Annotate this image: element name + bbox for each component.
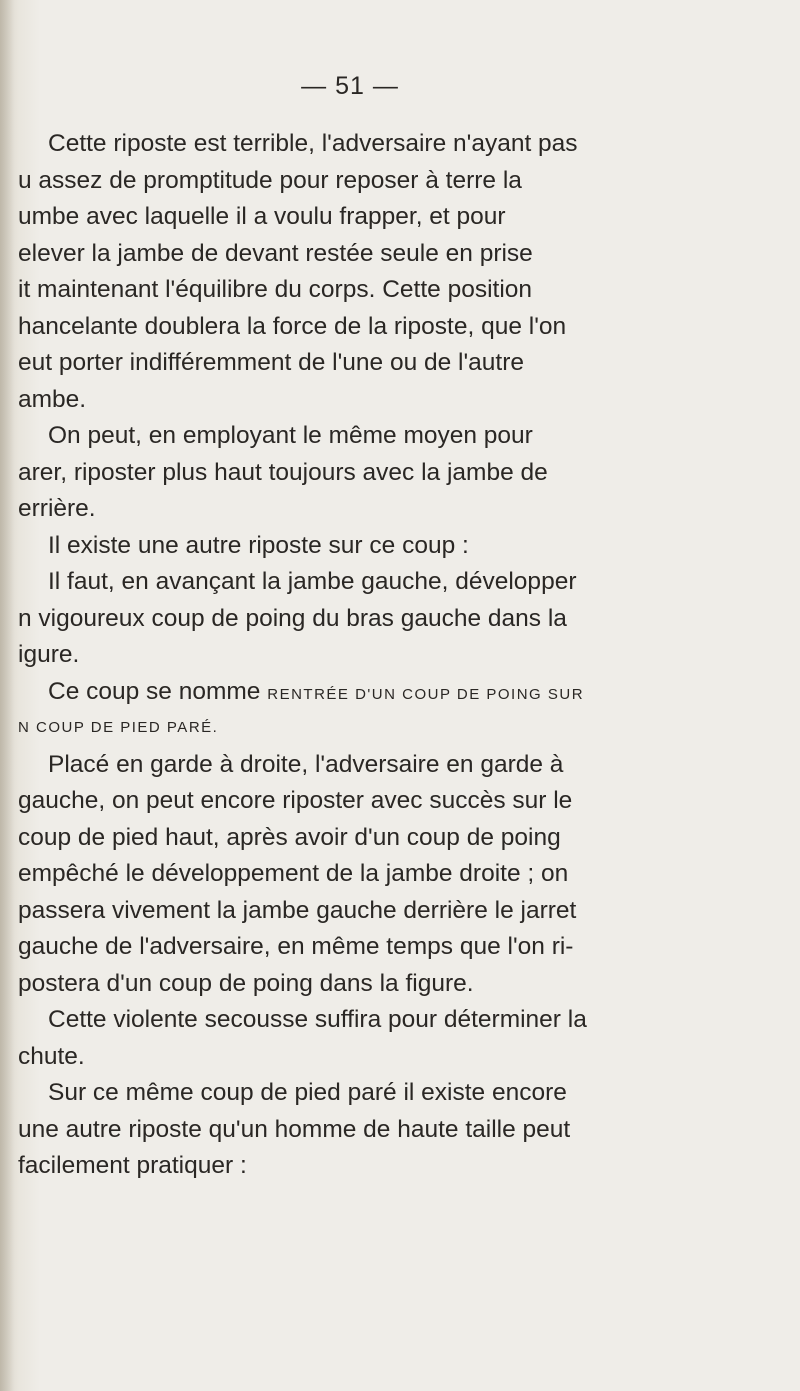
- small-caps-title: RENTRÉE D'UN COUP DE POING SUR: [267, 685, 585, 703]
- text-line: Placé en garde à droite, l'adversaire en garde à: [48, 750, 564, 778]
- binding-shadow: [0, 0, 14, 1391]
- text-run: Ce coup se nomme: [48, 677, 261, 705]
- text-line: hancelante doublera la force de la riposte, que l'on: [18, 312, 567, 340]
- small-caps-title-continued: N COUP DE PIED PARÉ.: [18, 719, 219, 736]
- text-line: facilement pratiquer :: [18, 1152, 247, 1179]
- text-line: errière.: [18, 495, 96, 522]
- text-line: On peut, en employant le même moyen pour: [48, 422, 533, 449]
- page-number: — 51 —: [301, 72, 399, 100]
- text-line: empêché le développement de la jambe droite ; on: [18, 860, 569, 887]
- text-line: eut porter indifféremment de l'une ou de l'autre: [18, 349, 525, 376]
- text-line: umbe avec laquelle il a voulu frapper, et pour: [18, 203, 506, 230]
- text-line: Il existe une autre riposte sur ce coup :: [48, 531, 469, 559]
- text-line: Cette violente secousse suffira pour déterminer la: [48, 1006, 587, 1033]
- text-line: une autre riposte qu'un homme de haute taille peut: [18, 1115, 571, 1143]
- text-line: passera vivement la jambe gauche derrière le jarret: [18, 896, 577, 924]
- body-text: [18, 126, 738, 1185]
- text-line: u assez de promptitude pour reposer à terre la: [18, 166, 522, 194]
- text-line: postera d'un coup de poing dans la figure.: [18, 969, 474, 997]
- text-line: chute.: [18, 1042, 85, 1070]
- text-line: ambe.: [18, 385, 87, 413]
- text-line: Sur ce même coup de pied paré il existe encore: [48, 1079, 567, 1106]
- text-line: gauche, on peut encore riposter avec succès sur le: [18, 787, 573, 814]
- text-line: gauche de l'adversaire, en même temps que l'on ri-: [18, 933, 574, 960]
- text-line: coup de pied haut, après avoir d'un coup de poing: [18, 823, 561, 851]
- text-line: [18, 674, 738, 711]
- text-line: Il faut, en avançant la jambe gauche, développer: [48, 568, 577, 595]
- text-line: igure.: [18, 641, 80, 668]
- text-line: elever la jambe de devant restée seule en prise: [18, 239, 533, 267]
- text-line: arer, riposter plus haut toujours avec la jambe de: [18, 458, 548, 486]
- text-line: n vigoureux coup de poing du bras gauche dans la: [18, 604, 567, 632]
- text-line: Cette riposte est terrible, l'adversaire n'ayant pas: [48, 130, 578, 157]
- text-line: it maintenant l'équilibre du corps. Cette position: [18, 276, 533, 303]
